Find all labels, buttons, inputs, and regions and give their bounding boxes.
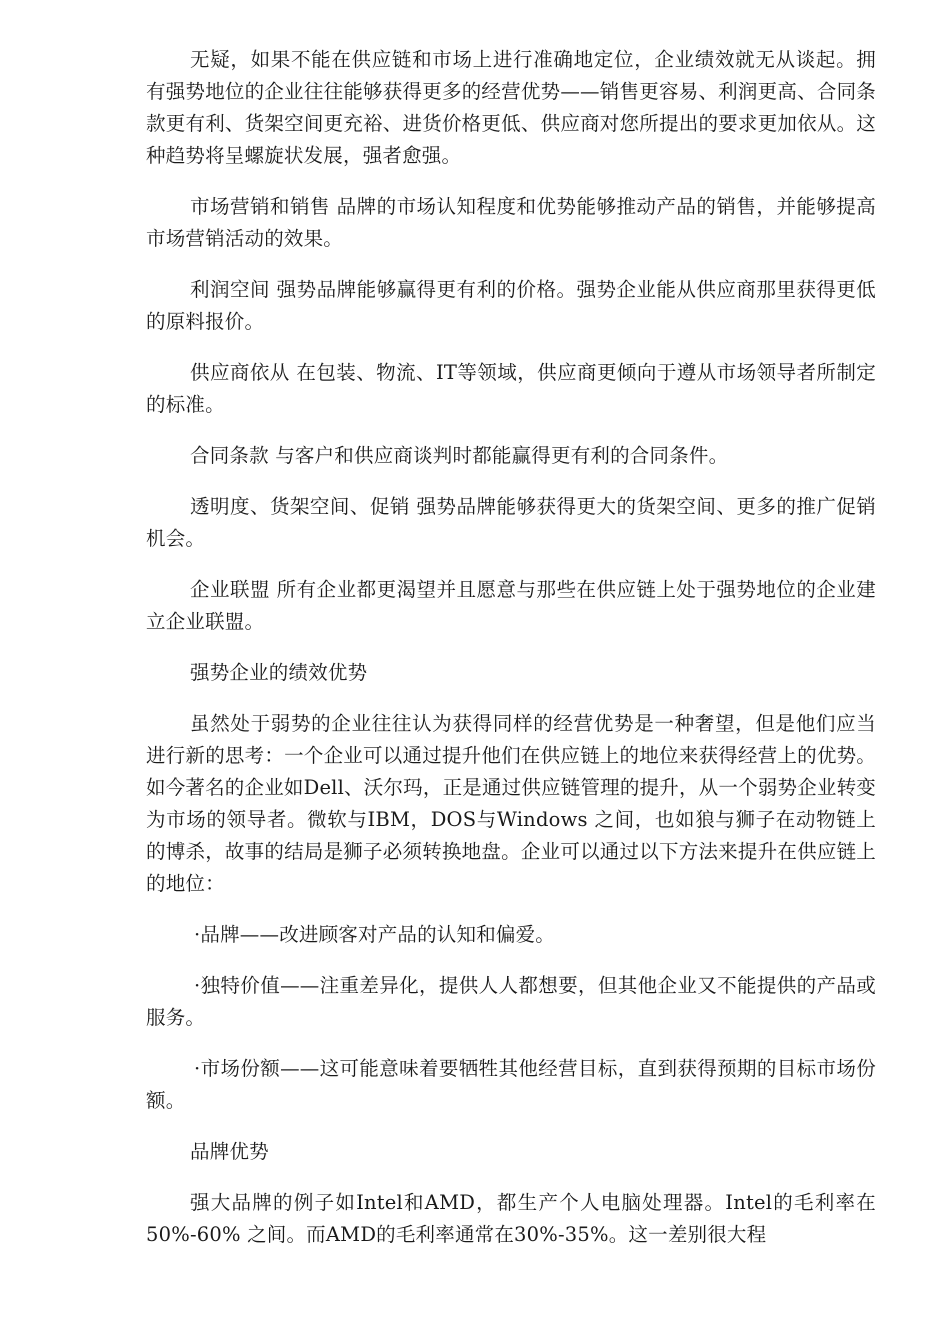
bullet-market-share: ·市场份额——这可能意味着要牺牲其他经营目标，直到获得预期的目标市场份额。: [146, 1057, 876, 1112]
paragraph-contract-terms: 合同条款 与客户和供应商谈判时都能赢得更有利的合同条件。: [190, 444, 729, 467]
document-page: [146, 44, 876, 1270]
section-heading-performance: 强势企业的绩效优势: [190, 661, 368, 684]
bullet-brand: ·品牌——改进顾客对产品的认知和偏爱。: [194, 923, 555, 946]
section-heading-brand: 品牌优势: [190, 1140, 269, 1163]
paragraph-supplier-compliance: 供应商依从 在包装、物流、IT等领域，供应商更倾向于遵从市场领导者所制定的标准。: [146, 361, 876, 416]
paragraph-intel-amd: 强大品牌的例子如Intel和AMD，都生产个人电脑处理器。Intel的毛利率在50%-60% 之间。而AMD的毛利率通常在30%-35%。这一差别很大程: [146, 1191, 876, 1246]
paragraph-profit-margin: 利润空间 强势品牌能够赢得更有利的价格。强势企业能从供应商那里获得更低的原料报价。: [146, 278, 876, 333]
paragraph-weak-enterprises: 虽然处于弱势的企业往往认为获得同样的经营优势是一种奢望，但是他们应当进行新的思考：一个企业可以通过提升他们在供应链上的地位来获得经营上的优势。如今著名的企业如Dell、沃尔玛，正是通过供应链管理的提升，从一个弱势企业转变为市场的领导者。微软与IBM，DOS与Windows 之间，也如狼与狮子在动物链上的博杀，故事的结局是狮子必须转换地盘。企业可以通过以下方法来提升在供应链上的地位：: [146, 712, 876, 895]
paragraph-alliances: 企业联盟 所有企业都更渴望并且愿意与那些在供应链上处于强势地位的企业建立企业联盟。: [146, 578, 876, 633]
bullet-unique-value: ·独特价值——注重差异化，提供人人都想要，但其他企业又不能提供的产品或服务。: [146, 974, 876, 1029]
paragraph-shelf-space: 透明度、货架空间、促销 强势品牌能够获得更大的货架空间、更多的推广促销机会。: [146, 495, 876, 550]
paragraph-marketing-sales: 市场营销和销售 品牌的市场认知程度和优势能够推动产品的销售，并能够提高市场营销活动的效果。: [146, 195, 876, 250]
paragraph-intro: 无疑，如果不能在供应链和市场上进行准确地定位，企业绩效就无从谈起。拥有强势地位的企业往往能够获得更多的经营优势——销售更容易、利润更高、合同条款更有利、货架空间更充裕、进货价格更低、供应商对您所提出的要求更加依从。这种趋势将呈螺旋状发展，强者愈强。: [146, 48, 876, 167]
